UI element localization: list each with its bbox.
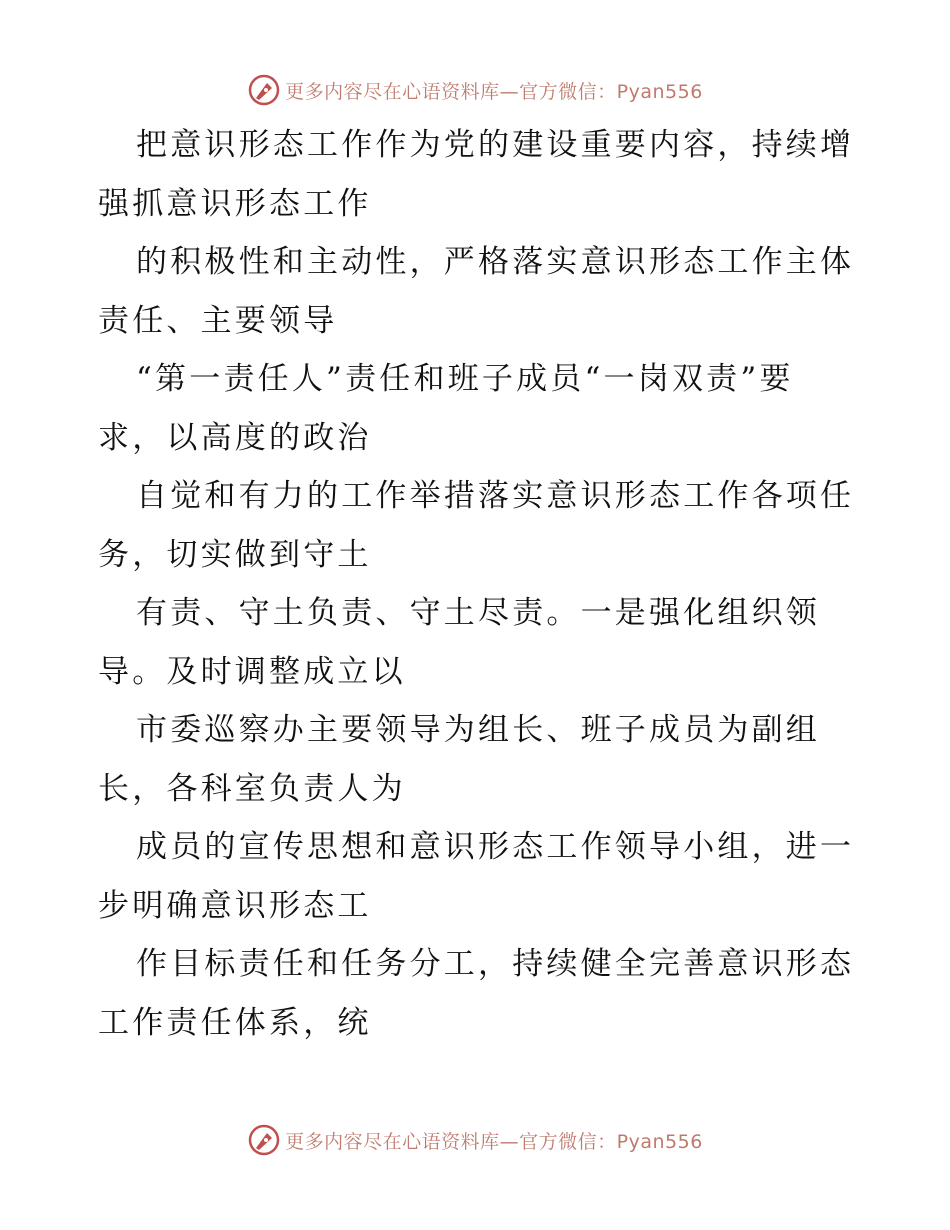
paragraph: 有责、守土负责、守土尽责。一是强化组织领 导。及时调整成立以: [98, 595, 820, 690]
paragraph: 把意识形态工作作为党的建设重要内容，持续增 强抓意识形态工作: [98, 127, 855, 222]
paragraph: 的积极性和主动性，严格落实意识形态工作主体 责任、主要领导: [98, 244, 855, 339]
paragraph: 作目标责任和任务分工，持续健全完善意识形态 工作责任体系，统: [98, 946, 855, 1041]
watermark-text: 更多内容尽在心语资料库—官方微信：Pyan556: [285, 80, 703, 103]
paragraph: 自觉和有力的工作举措落实意识形态工作各项任 务，切实做到守土: [98, 478, 855, 573]
footer-watermark-banner: [0, 1120, 950, 1160]
document-body: [98, 116, 858, 1052]
pen-nib-logo-icon: [247, 73, 281, 107]
paragraph: “第一责任人”责任和班子成员“一岗双责”要 求，以高度的政治: [98, 361, 794, 456]
paragraph: 市委巡察办主要领导为组长、班子成员为副组 长，各科室负责人为: [98, 712, 820, 807]
header-watermark-banner: [0, 70, 950, 110]
pen-nib-logo-icon: [247, 1123, 281, 1157]
paragraph: 成员的宣传思想和意识形态工作领导小组，进一 步明确意识形态工: [98, 829, 855, 924]
watermark-text: 更多内容尽在心语资料库—官方微信：Pyan556: [285, 1130, 703, 1153]
